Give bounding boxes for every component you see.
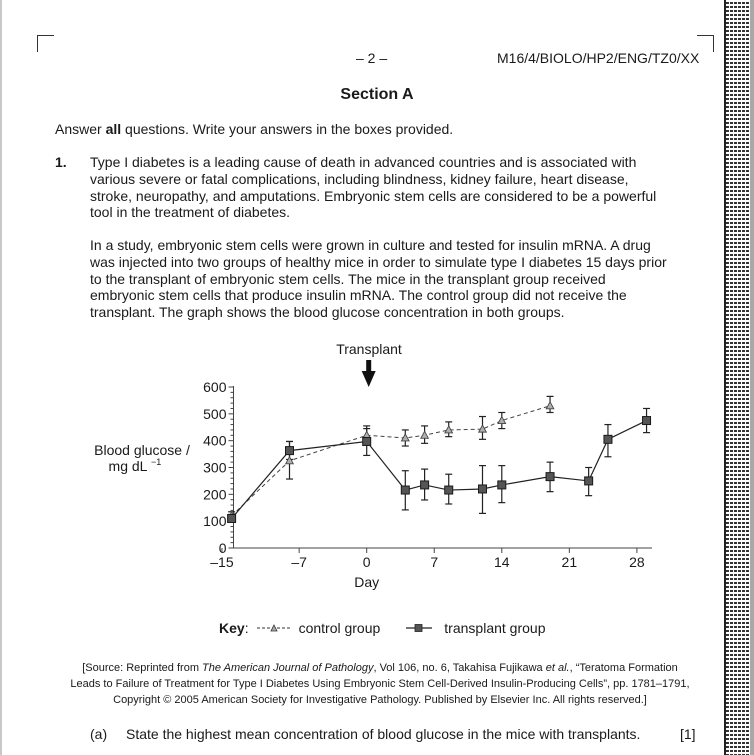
x-tick-label: 21 — [561, 554, 578, 570]
key-label: Key — [219, 620, 245, 636]
control-data-point — [286, 457, 294, 464]
sub-question-label: (a) — [90, 726, 108, 742]
instructions-prefix: Answer — [55, 121, 106, 137]
arrow-down-icon — [366, 360, 371, 372]
source-text: , “Teratoma Formation — [569, 662, 678, 674]
y-axis-unit: mg dL — [108, 458, 148, 474]
question-paragraph-1: Type I diabetes is a leading cause of death in advanced countries and is associated with various severe or fatal complications, including blindness, kidney failure, heart disease, stroke, neuropathy, and amputations. Embryonic stem cells are considered to be a powerful tool in the treatment of diabetes. — [90, 154, 657, 221]
transplant-data-point — [363, 437, 371, 445]
source-etal: et al. — [545, 662, 570, 674]
instructions-bold: all — [105, 121, 122, 137]
source-journal: The American Journal of Pathology — [202, 662, 374, 674]
source-citation — [40, 660, 720, 708]
y-tick-label: 500 — [203, 405, 227, 422]
x-tick-label: –15 — [210, 554, 234, 570]
source-line-3: Copyright © 2005 American Society for Investigative Pathology. Published by Elsevier Inc. All rights reserved.] — [113, 694, 647, 706]
sub-question-text: State the highest mean concentration of blood glucose in the mice with transplants. — [126, 726, 641, 742]
question-number: 1. — [55, 154, 67, 170]
question-paragraph-2: In a study, embryonic stem cells were grown in culture and tested for insulin mRNA. A drug was injected into two groups of healthy mice in order to simulate type I diabetes 15 days prior to the transplant of embryonic stem cells. The mice in the transplant group received embryonic stem cells that produce insulin mRNA. The control group did not receive the transplant. The graph shows the blood glucose concentration in both groups. — [90, 237, 667, 321]
paper-code: M16/4/BIOLO/HP2/ENG/TZ0/XX — [497, 50, 700, 66]
transplant-data-point — [445, 486, 453, 494]
y-tick-label: 400 — [203, 432, 227, 449]
transplant-data-point — [401, 486, 409, 494]
y-tick-label: 600 — [203, 379, 227, 395]
key-transplant-label: transplant group — [444, 620, 546, 636]
control-data-point — [421, 431, 429, 438]
page-number: – 2 – — [356, 50, 388, 66]
transplant-data-point — [228, 514, 236, 522]
control-data-point — [479, 425, 487, 432]
transplant-data-point — [286, 447, 294, 455]
y-tick-label: 100 — [203, 513, 227, 530]
control-data-point — [546, 402, 554, 409]
key-control-label: control group — [298, 620, 381, 636]
x-tick-label: 7 — [430, 554, 439, 570]
y-axis-label: Blood glucose / — [94, 442, 190, 458]
section-title: Section A — [340, 86, 414, 103]
arrow-down-icon — [362, 371, 376, 387]
x-tick-label: 14 — [494, 554, 510, 570]
control-legend-icon — [257, 622, 291, 634]
transplant-data-point — [421, 481, 429, 489]
x-axis-label: Day — [354, 574, 380, 590]
x-tick-label: –7 — [291, 554, 307, 570]
y-tick-label: 0 — [218, 540, 227, 556]
key-colon: : — [244, 620, 249, 636]
source-text: , Vol 106, no. 6, Takahisa Fujikawa — [373, 662, 546, 674]
transplant-annotation: Transplant — [336, 341, 402, 357]
x-tick-label: 0 — [362, 554, 371, 570]
source-text: [Source: Reprinted from — [82, 662, 203, 674]
transplant-data-point — [546, 473, 554, 481]
y-tick-label: 300 — [203, 459, 227, 476]
y-tick-label: 200 — [203, 486, 227, 503]
transplant-data-point — [643, 417, 651, 425]
transplant-data-point — [585, 477, 593, 485]
transplant-data-point — [498, 481, 506, 489]
source-line-2: Leads to Failure of Treatment for Type I Diabetes Using Embryonic Stem Cell-Derived Insulin-Producing Cells”, pp. 1781–1791, — [70, 678, 690, 690]
transplant-legend-icon — [402, 622, 436, 634]
transplant-data-point — [604, 435, 612, 443]
x-tick-label: 28 — [629, 554, 645, 570]
sub-question-a — [90, 726, 640, 742]
transplant-data-point — [479, 485, 487, 493]
instructions-suffix: questions. Write your answers in the boxes provided. — [121, 121, 454, 137]
chart-key — [219, 620, 545, 636]
marks-allocation: [1] — [680, 726, 696, 742]
y-axis-unit-exponent: −1 — [151, 457, 162, 467]
transplant-series-line — [232, 421, 647, 519]
